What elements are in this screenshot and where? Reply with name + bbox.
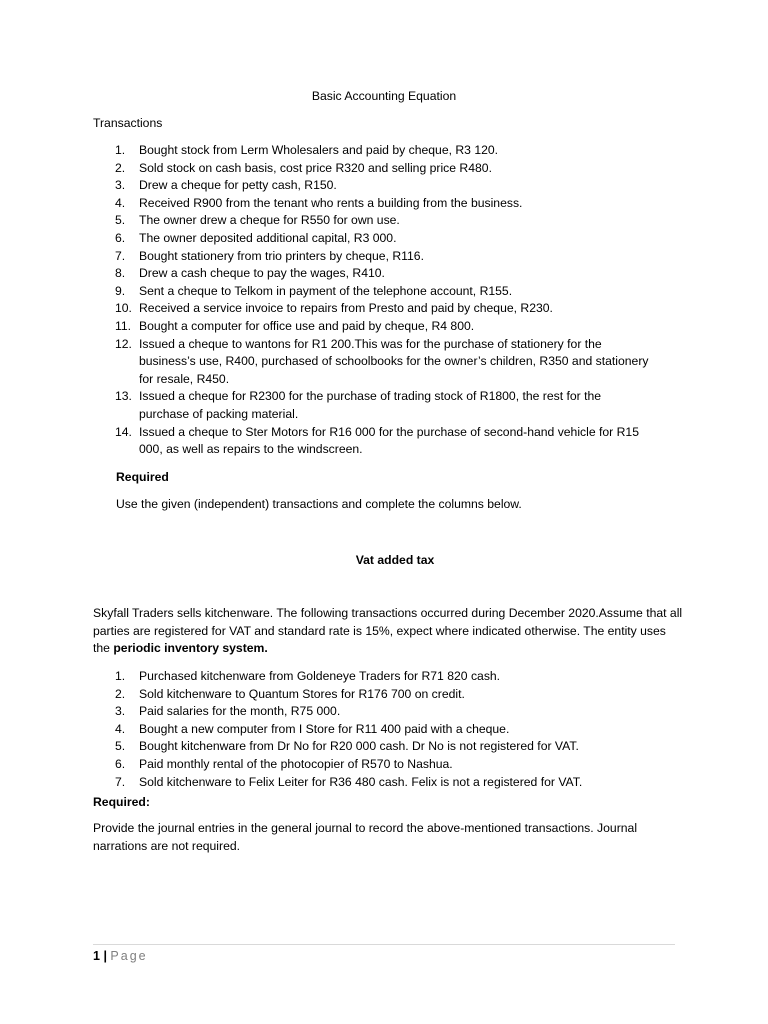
vat-section-title: Vat added tax [355,553,435,567]
list-item: 14. Issued a cheque to Ster Motors for R16 000 for the purchase of second-hand vehicle for R15 000, as well as repairs to the windscreen. [115,424,639,457]
list-item: 2. Sold stock on cash basis, cost price R320 and selling price R480. [115,160,492,175]
instruction-text: Use the given (independent) transactions and complete the columns below. [116,497,522,511]
list-item: 3. Drew a cheque for petty cash, R150. [115,178,337,193]
list-item: 3. Paid salaries for the month, R75 000. [115,704,341,719]
list-item: 2. Sold kitchenware to Quantum Stores for R176 700 on credit. [115,686,465,701]
transactions-label: Transactions [93,116,163,130]
list-item: 10. Received a service invoice to repairs from Presto and paid by cheque, R230. [115,301,553,316]
required-heading: Required [116,470,169,484]
vat-intro-emphasis: periodic inventory system. [113,641,268,656]
list-item: 6. The owner deposited additional capital, R3 000. [115,230,397,245]
footer-divider [93,944,675,945]
list-item: 4. Received R900 from the tenant who rents a building from the business. [115,195,523,210]
list-item: 11. Bought a computer for office use and paid by cheque, R4 800. [115,318,475,333]
document-title: Basic Accounting Equation [311,89,457,103]
list-item: 7. Sold kitchenware to Felix Leiter for R36 480 cash. Felix is not a registered for VAT. [115,774,583,789]
required-heading-2: Required: [93,795,150,809]
page-label: Page [110,949,148,963]
list-item: 1. Bought stock from Lerm Wholesalers and paid by cheque, R3 120. [115,143,499,157]
list-item: 5. Bought kitchenware from Dr No for R20 000 cash. Dr No is not registered for VAT. [115,739,579,754]
list-item: 9. Sent a cheque to Telkom in payment of the telephone account, R155. [115,283,513,298]
list-item: 4. Bought a new computer from I Store for R11 400 paid with a cheque. [115,721,510,736]
transactions-list [93,142,653,459]
vat-transactions-list [93,668,653,791]
instruction-text-2: Provide the journal entries in the general journal to record the above-mentioned transactions. Journal narrations are not required. [93,821,638,853]
list-item: 8. Drew a cash cheque to pay the wages, R410. [115,266,385,281]
page-number: 1 [93,949,100,963]
list-item: 13. Issued a cheque for R2300 for the purchase of trading stock of R1800, the rest for the purchase of packing material. [115,389,602,421]
list-item: 12. Issued a cheque to wantons for R1 200.This was for the purchase of stationery for the business’s use, R400, purchased of schoolbooks for the owner’s children, R350 and stationery for resale, R450. [115,336,649,386]
list-item: 6. Paid monthly rental of the photocopier of R570 to Nashua. [115,756,453,771]
list-item: 5. The owner drew a cheque for R550 for own use. [115,213,400,228]
footer-separator: | [103,949,107,963]
list-item: 1. Purchased kitchenware from Goldeneye Traders for R71 820 cash. [115,669,501,683]
list-item: 7. Bought stationery from trio printers by cheque, R116. [115,248,424,263]
page-footer [93,948,148,966]
vat-intro-paragraph: Skyfall Traders sells kitchenware. The following transactions occurred during December 2020.Assume that all parties are registered for VAT and standard rate is 15%, expect where indicated otherwise. The entity uses the periodic inventory system. [93,606,683,656]
